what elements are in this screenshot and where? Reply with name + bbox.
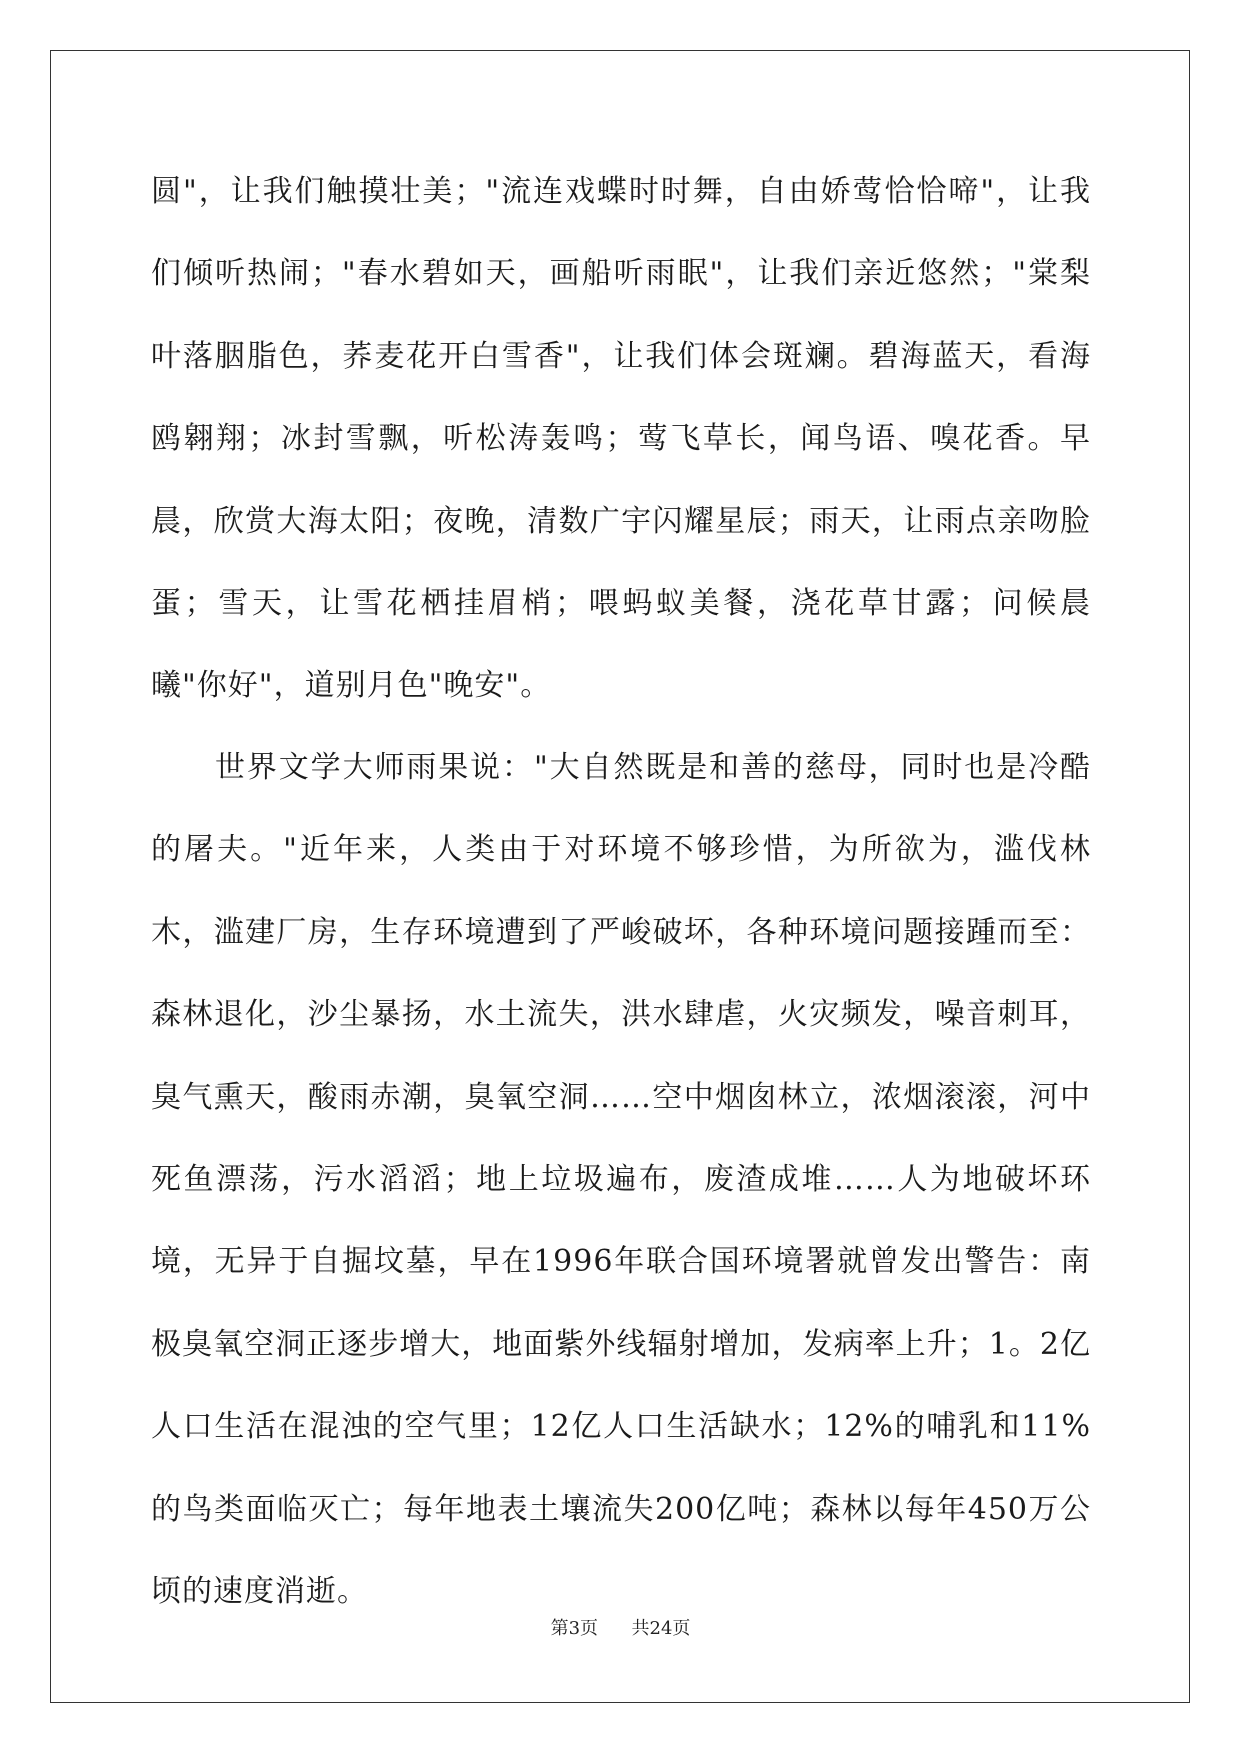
page-total: 共24页 [631,1618,691,1639]
body-paragraph-1: 圆"，让我们触摸壮美；"流连戏蝶时时舞，自由娇莺恰恰啼"，让我们倾听热闹；"春水碧如天，画船听雨眠"，让我们亲近悠然；"棠梨叶落胭脂色，荞麦花开白雪香"，让我们体会斑斓。碧海蓝天，看海鸥翱翔；冰封雪飘，听松涛轰鸣；莺飞草长，闻鸟语、嗅花香。早晨，欣赏大海太阳；夜晚，清数广宇闪耀星辰；雨天，让雨点亲吻脸蛋；雪天，让雪花栖挂眉梢；喂蚂蚁美餐，浇花草甘露；问候晨曦"你好"，道别月色"晚安"。 [151,174,1091,704]
page-number: 第3页 [550,1618,599,1639]
page-footer [0,1614,1241,1640]
body-paragraph-2: 世界文学大师雨果说："大自然既是和善的慈母，同时也是冷酷的屠夫。"近年来，人类由于对环境不够珍惜，为所欲为，滥伐林木，滥建厂房，生存环境遭到了严峻破坏，各种环境问题接踵而至：森林退化，沙尘暴扬，水土流失，洪水肆虐，火灾频发，噪音刺耳，臭气熏天，酸雨赤潮，臭氧空洞……空中烟囱林立，浓烟滚滚，河中死鱼漂荡，污水滔滔；地上垃圾遍布，废渣成堆……人为地破坏环境，无异于自掘坟墓，早在1996年联合国环境署就曾发出警告：南极臭氧空洞正逐步增大，地面紫外线辐射增加，发病率上升；1。2亿人口生活在混浊的空气里；12亿人口生活缺水；12%的哺乳和11%的鸟类面临灭亡；每年地表土壤流失200亿吨；森林以每年450万公顷的速度消逝。 [151,750,1091,1610]
